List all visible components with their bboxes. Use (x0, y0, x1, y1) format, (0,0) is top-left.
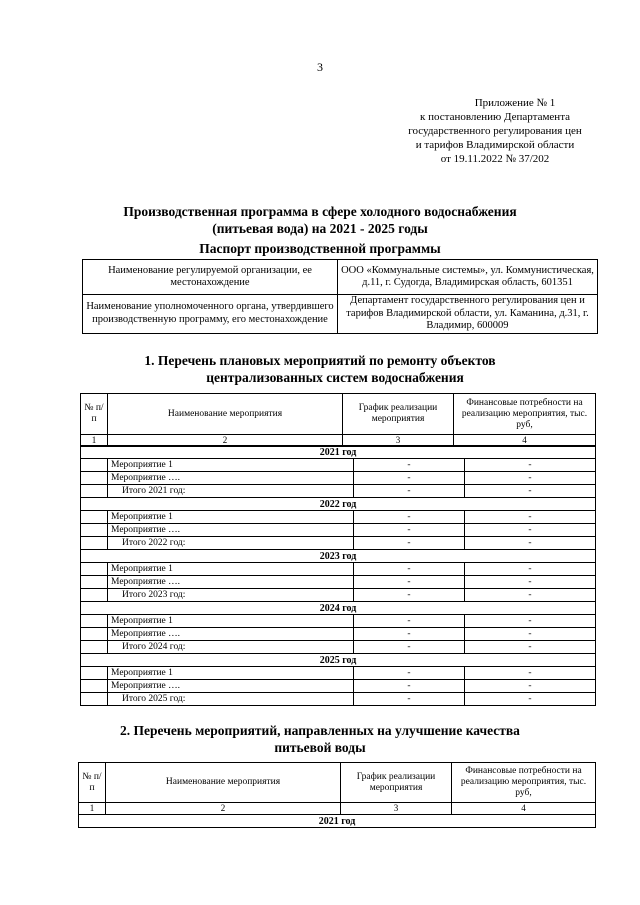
schedule-value: - (354, 615, 465, 628)
table-row (81, 563, 596, 576)
section1-table (80, 393, 596, 447)
row-number (81, 693, 108, 706)
activity-name: Мероприятие …. (108, 628, 354, 641)
year-row (81, 654, 596, 667)
section2-title (60, 722, 580, 756)
finance-value: - (465, 693, 596, 706)
table-row (81, 680, 596, 693)
section1-title (60, 352, 580, 386)
index-cell: 1 (79, 803, 106, 815)
year-row (81, 550, 596, 563)
row-number (81, 485, 108, 498)
finance-value: - (465, 537, 596, 550)
col-finance-header: Финансовые потребности на реализацию мероприятия, тыс. руб, (452, 763, 596, 803)
index-cell: 3 (343, 435, 454, 447)
table-row (81, 667, 596, 680)
finance-value: - (465, 615, 596, 628)
activity-name: Мероприятие 1 (108, 459, 354, 472)
index-cell: 3 (341, 803, 452, 815)
appendix-line: Приложение № 1 (474, 97, 556, 109)
index-cell: 4 (454, 435, 596, 447)
index-cell: 1 (81, 435, 108, 447)
page-number: 3 (317, 60, 323, 74)
finance-value: - (465, 576, 596, 589)
table-header-row (81, 394, 596, 435)
appendix-line: от 19.11.2022 № 37/202 (440, 153, 550, 165)
total-row (81, 485, 596, 498)
activity-name: Мероприятие 1 (108, 615, 354, 628)
activity-name: Мероприятие …. (108, 524, 354, 537)
finance-value: - (465, 667, 596, 680)
activity-name: Мероприятие 1 (108, 667, 354, 680)
schedule-value: - (354, 667, 465, 680)
total-row (81, 641, 596, 654)
activity-name: Мероприятие 1 (108, 563, 354, 576)
section2-table (78, 762, 596, 828)
appendix-block (380, 96, 610, 166)
finance-value: - (465, 459, 596, 472)
total-label: Итого 2024 год: (108, 641, 354, 654)
schedule-value: - (354, 589, 465, 602)
finance-value: - (465, 511, 596, 524)
index-cell: 2 (106, 803, 341, 815)
schedule-value: - (354, 485, 465, 498)
schedule-value: - (354, 693, 465, 706)
index-row (79, 803, 596, 815)
passport-title: Паспорт производственной программы (199, 241, 441, 256)
finance-value: - (465, 485, 596, 498)
appendix-line: и тарифов Владимирской области (415, 139, 575, 151)
row-number (81, 576, 108, 589)
col-num-header: № п/п (81, 394, 108, 435)
total-label: Итого 2021 год: (108, 485, 354, 498)
schedule-value: - (354, 524, 465, 537)
total-row (81, 537, 596, 550)
year-label: 2025 год (81, 654, 596, 667)
activity-name: Мероприятие …. (108, 680, 354, 693)
row-number (81, 680, 108, 693)
section1-title-line: централизованных систем водоснабжения (206, 370, 464, 385)
table-row (81, 628, 596, 641)
schedule-value: - (354, 576, 465, 589)
main-title-line: (питьевая вода) на 2021 - 2025 годы (212, 221, 428, 236)
passport-row (83, 260, 598, 295)
schedule-value: - (354, 511, 465, 524)
finance-value: - (465, 472, 596, 485)
year-label: 2021 год (81, 446, 596, 459)
schedule-value: - (354, 459, 465, 472)
col-schedule-header: График реализации мероприятия (341, 763, 452, 803)
year-label: 2024 год (81, 602, 596, 615)
passport-row (83, 295, 598, 334)
col-num-header: № п/п (79, 763, 106, 803)
activity-name: Мероприятие 1 (108, 511, 354, 524)
passport-value: Департамент государственного регулирования цен и тарифов Владимирской области, ул. Каманина, д.31, г. Владимир, 600009 (338, 295, 598, 334)
activity-name: Мероприятие …. (108, 576, 354, 589)
year-row (81, 602, 596, 615)
row-number (81, 641, 108, 654)
finance-value: - (465, 628, 596, 641)
year-row (81, 446, 596, 459)
passport-label: Наименование регулируемой организации, ее местонахождение (83, 260, 338, 295)
finance-value: - (465, 524, 596, 537)
row-number (81, 459, 108, 472)
row-number (81, 589, 108, 602)
row-number (81, 537, 108, 550)
col-name-header: Наименование мероприятия (108, 394, 343, 435)
year-row (81, 498, 596, 511)
row-number (81, 667, 108, 680)
finance-value: - (465, 589, 596, 602)
passport-table (82, 259, 598, 334)
total-row (81, 693, 596, 706)
main-title (60, 203, 580, 237)
index-cell: 4 (452, 803, 596, 815)
table-header-row (79, 763, 596, 803)
total-row (81, 589, 596, 602)
schedule-value: - (354, 537, 465, 550)
table-row (81, 615, 596, 628)
section2-title-line: питьевой воды (274, 740, 366, 755)
activity-name: Мероприятие …. (108, 472, 354, 485)
passport-label: Наименование уполномоченного органа, утвердившего производственную программу, его местонахождение (83, 295, 338, 334)
row-number (81, 524, 108, 537)
schedule-value: - (354, 563, 465, 576)
row-number (81, 628, 108, 641)
schedule-value: - (354, 680, 465, 693)
appendix-line: государственного регулирования цен (408, 125, 582, 137)
appendix-line: к постановлению Департамента (419, 111, 571, 123)
schedule-value: - (354, 628, 465, 641)
year-label: 2021 год (79, 815, 596, 828)
index-cell: 2 (108, 435, 343, 447)
table-row (81, 459, 596, 472)
section1-body (80, 445, 596, 706)
year-label: 2022 год (81, 498, 596, 511)
main-title-line: Производственная программа в сфере холодного водоснабжения (123, 204, 517, 219)
total-label: Итого 2023 год: (108, 589, 354, 602)
table-row (81, 524, 596, 537)
finance-value: - (465, 641, 596, 654)
table-row (81, 511, 596, 524)
row-number (81, 472, 108, 485)
passport-value: ООО «Коммунальные системы», ул. Коммунистическая, д.11, г. Судогда, Владимирская область, 601351 (338, 260, 598, 295)
total-label: Итого 2022 год: (108, 537, 354, 550)
section1-title-line: 1. Перечень плановых мероприятий по ремонту объектов (144, 353, 496, 368)
section2-title-line: 2. Перечень мероприятий, направленных на улучшение качества (120, 723, 520, 738)
col-finance-header: Финансовые потребности на реализацию мероприятия, тыс. руб, (454, 394, 596, 435)
finance-value: - (465, 563, 596, 576)
row-number (81, 563, 108, 576)
year-row (79, 815, 596, 828)
col-schedule-header: График реализации мероприятия (343, 394, 454, 435)
col-name-header: Наименование мероприятия (106, 763, 341, 803)
total-label: Итого 2025 год: (108, 693, 354, 706)
table-row (81, 472, 596, 485)
row-number (81, 511, 108, 524)
finance-value: - (465, 680, 596, 693)
row-number (81, 615, 108, 628)
year-label: 2023 год (81, 550, 596, 563)
table-row (81, 576, 596, 589)
schedule-value: - (354, 641, 465, 654)
schedule-value: - (354, 472, 465, 485)
